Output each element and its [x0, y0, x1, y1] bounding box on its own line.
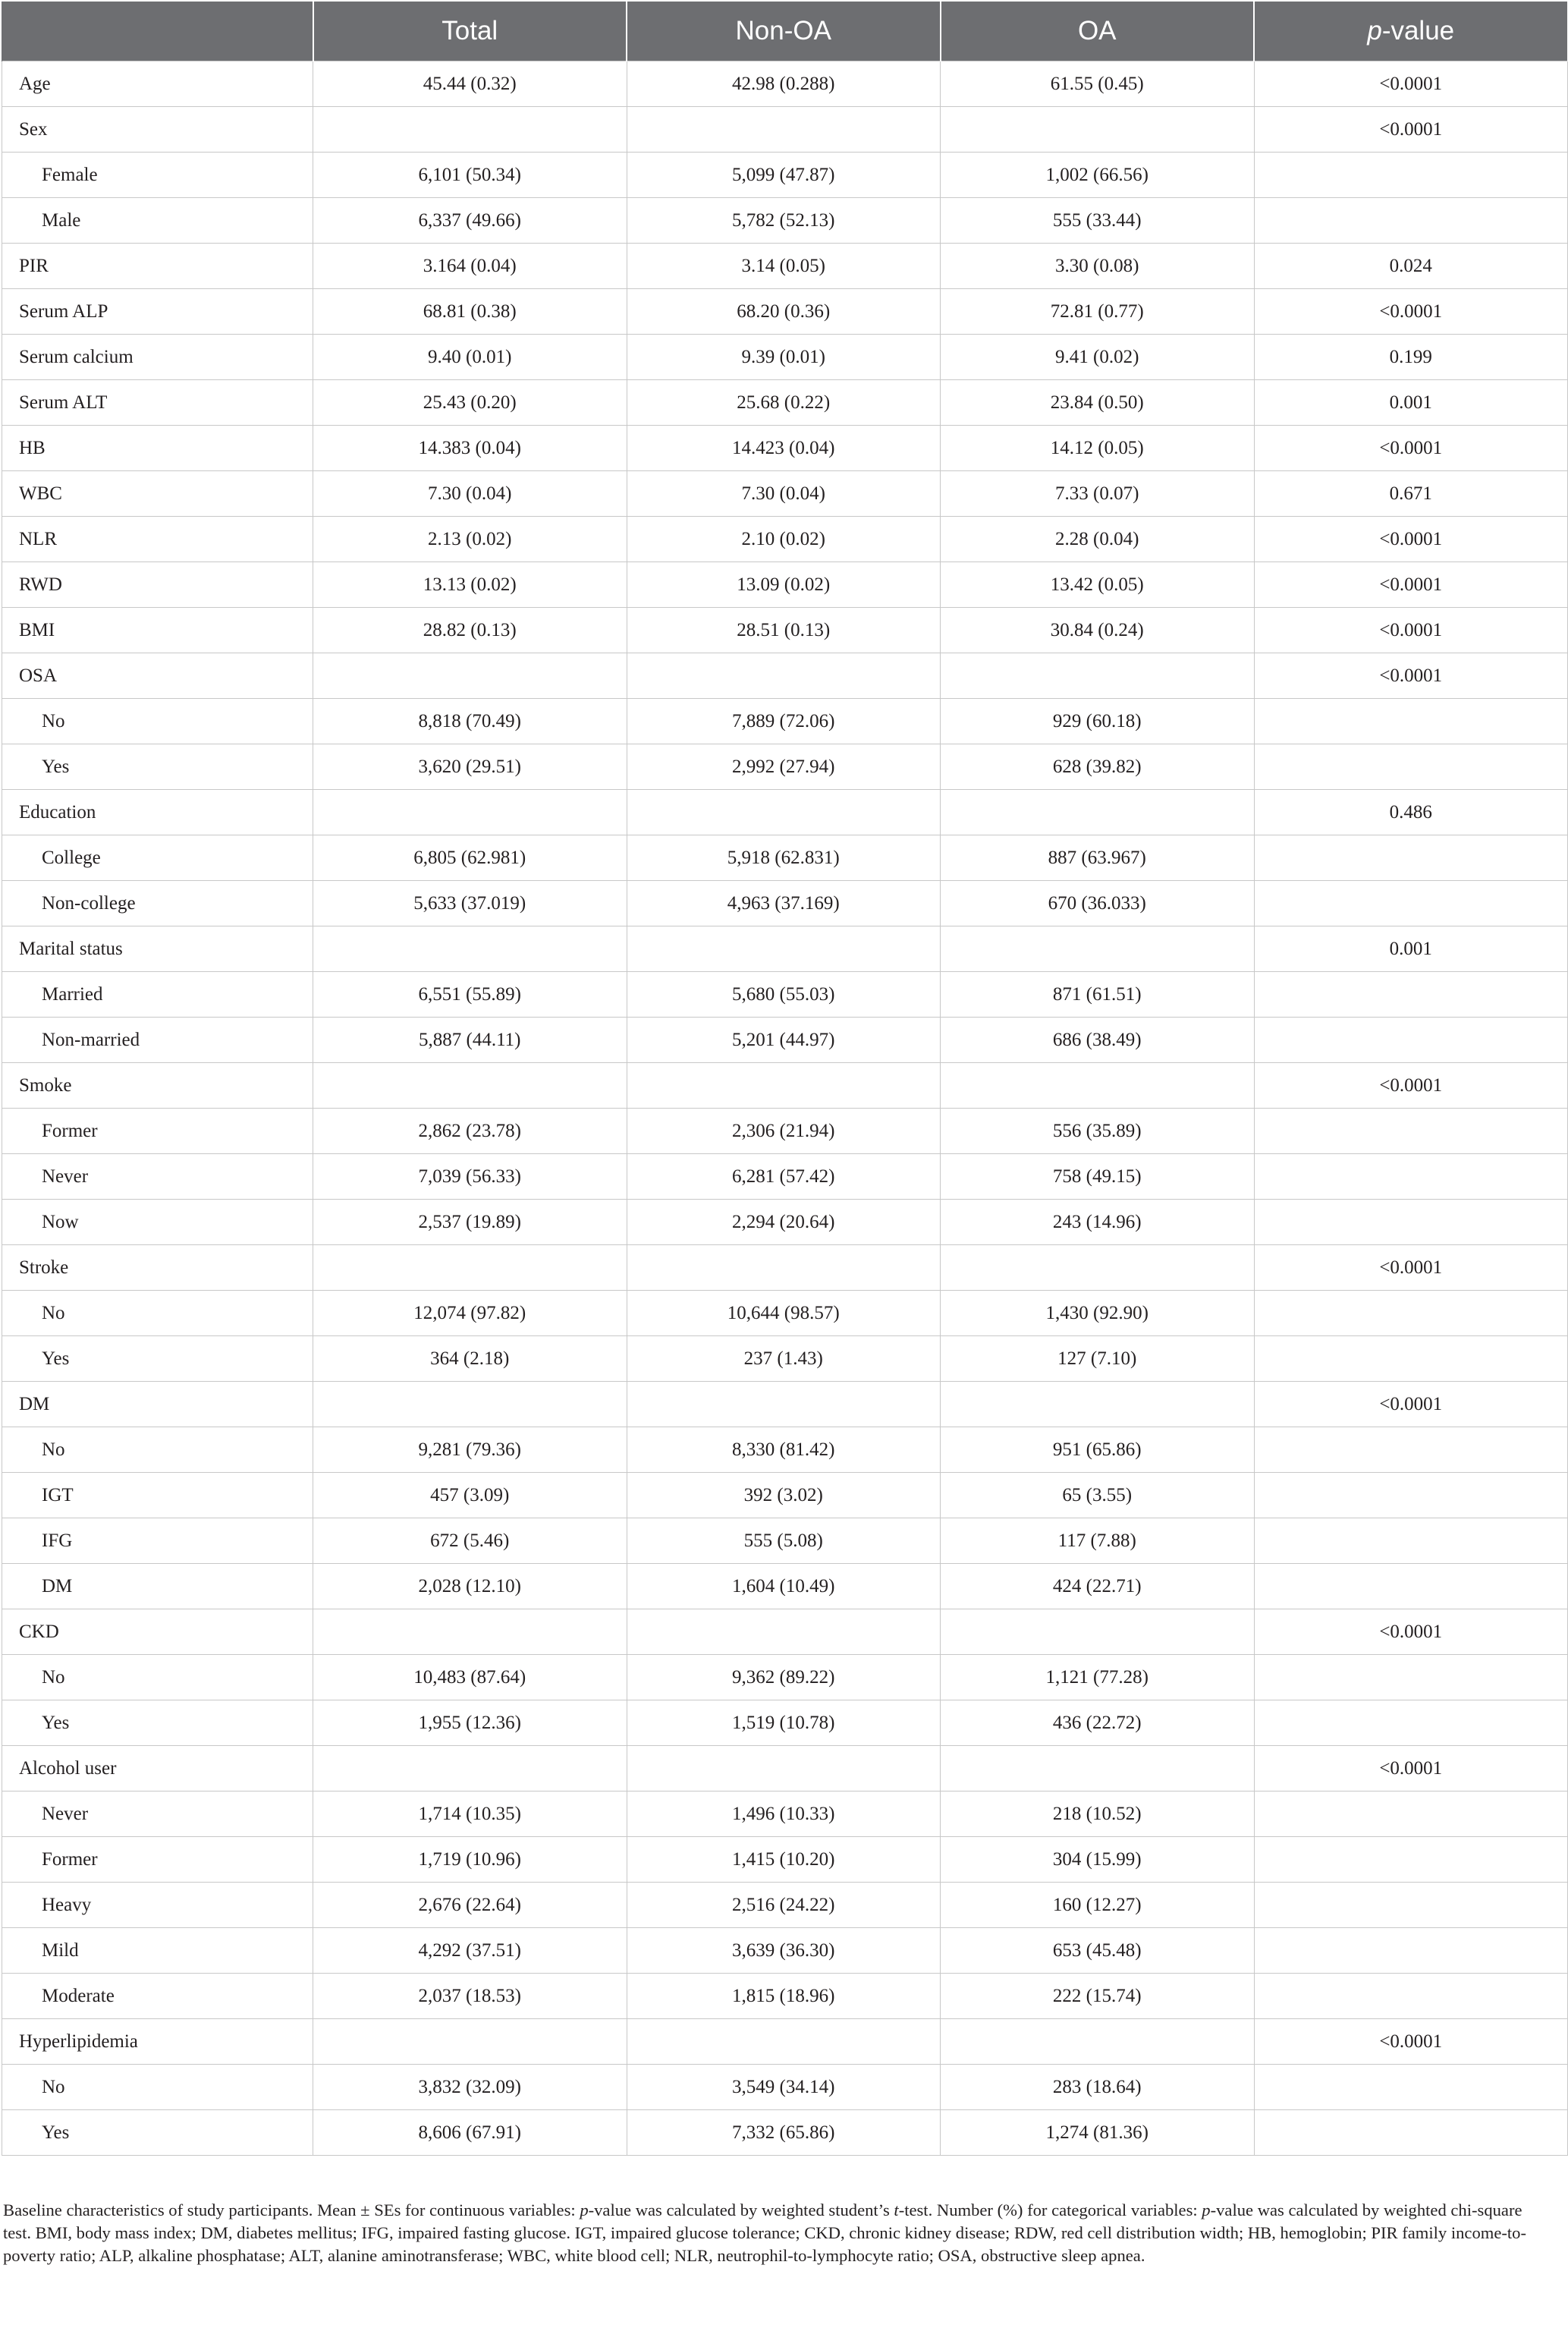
cell-oa [941, 107, 1255, 153]
cell-non-oa: 8,330 (81.42) [627, 1427, 941, 1473]
cell-oa: 871 (61.51) [941, 972, 1255, 1018]
table-row [2, 1245, 1568, 1291]
cell-total: 1,955 (12.36) [313, 1700, 627, 1746]
cell-p-value: <0.0001 [1254, 1245, 1568, 1291]
cell-non-oa: 5,201 (44.97) [627, 1018, 941, 1063]
cell-total [313, 926, 627, 972]
header-oa: OA [941, 2, 1255, 61]
cell-p-value [1254, 881, 1568, 926]
row-label: Smoke [2, 1063, 313, 1109]
cell-p-value [1254, 1473, 1568, 1518]
cell-non-oa [627, 790, 941, 835]
cell-oa: 243 (14.96) [941, 1200, 1255, 1245]
row-label: Female [2, 153, 313, 198]
row-label: IGT [2, 1473, 313, 1518]
cell-total: 2,676 (22.64) [313, 1883, 627, 1928]
table-body [2, 61, 1568, 2156]
cell-p-value [1254, 1564, 1568, 1609]
cell-p-value [1254, 1109, 1568, 1154]
cell-total: 9.40 (0.01) [313, 335, 627, 380]
row-label: Non-college [2, 881, 313, 926]
cell-non-oa: 5,099 (47.87) [627, 153, 941, 198]
table-row [2, 517, 1568, 562]
cell-oa: 222 (15.74) [941, 1974, 1255, 2019]
cell-oa: 1,274 (81.36) [941, 2110, 1255, 2156]
table-header [2, 2, 1568, 61]
cell-oa: 951 (65.86) [941, 1427, 1255, 1473]
cell-oa: 929 (60.18) [941, 699, 1255, 744]
cell-total: 6,805 (62.981) [313, 835, 627, 881]
cell-p-value [1254, 1200, 1568, 1245]
table-subrow [2, 1109, 1568, 1154]
cell-total: 8,818 (70.49) [313, 699, 627, 744]
cell-p-value: <0.0001 [1254, 653, 1568, 699]
baseline-table [2, 2, 1568, 2156]
row-label: Moderate [2, 1974, 313, 2019]
cell-total: 45.44 (0.32) [313, 61, 627, 107]
table-subrow [2, 1336, 1568, 1382]
cell-total: 6,337 (49.66) [313, 198, 627, 244]
cell-total: 12,074 (97.82) [313, 1291, 627, 1336]
cell-non-oa: 25.68 (0.22) [627, 380, 941, 426]
table-row [2, 653, 1568, 699]
cell-p-value: <0.0001 [1254, 1609, 1568, 1655]
cell-oa [941, 1245, 1255, 1291]
cell-non-oa: 2,306 (21.94) [627, 1109, 941, 1154]
table-subrow [2, 2110, 1568, 2156]
table-row [2, 61, 1568, 107]
table-subrow [2, 1792, 1568, 1837]
table-row [2, 244, 1568, 289]
cell-p-value: <0.0001 [1254, 1382, 1568, 1427]
cell-total [313, 1245, 627, 1291]
cell-p-value: <0.0001 [1254, 289, 1568, 335]
cell-p-value: <0.0001 [1254, 107, 1568, 153]
table-subrow [2, 1427, 1568, 1473]
cell-total: 10,483 (87.64) [313, 1655, 627, 1700]
cell-oa [941, 790, 1255, 835]
cell-non-oa: 1,604 (10.49) [627, 1564, 941, 1609]
cell-non-oa: 5,680 (55.03) [627, 972, 941, 1018]
cell-non-oa: 5,918 (62.831) [627, 835, 941, 881]
cell-non-oa [627, 1245, 941, 1291]
header-total: Total [313, 2, 627, 61]
cell-oa: 61.55 (0.45) [941, 61, 1255, 107]
cell-p-value [1254, 2110, 1568, 2156]
row-label: IFG [2, 1518, 313, 1564]
cell-total: 364 (2.18) [313, 1336, 627, 1382]
row-label: WBC [2, 471, 313, 517]
cell-total: 1,714 (10.35) [313, 1792, 627, 1837]
cell-total: 14.383 (0.04) [313, 426, 627, 471]
table-row [2, 562, 1568, 608]
footnote-text: -test. Number (%) for categorical variables: [898, 2200, 1202, 2219]
cell-p-value: <0.0001 [1254, 517, 1568, 562]
cell-p-value: <0.0001 [1254, 1063, 1568, 1109]
row-label: NLR [2, 517, 313, 562]
cell-oa [941, 1746, 1255, 1792]
cell-total: 68.81 (0.38) [313, 289, 627, 335]
cell-oa: 30.84 (0.24) [941, 608, 1255, 653]
cell-total: 3.164 (0.04) [313, 244, 627, 289]
row-label: CKD [2, 1609, 313, 1655]
cell-total: 6,101 (50.34) [313, 153, 627, 198]
table-row [2, 2019, 1568, 2065]
cell-p-value [1254, 1700, 1568, 1746]
row-label: No [2, 2065, 313, 2110]
cell-total: 13.13 (0.02) [313, 562, 627, 608]
table-subrow [2, 699, 1568, 744]
row-label: Alcohol user [2, 1746, 313, 1792]
table-subrow [2, 1200, 1568, 1245]
cell-oa: 65 (3.55) [941, 1473, 1255, 1518]
table-row [2, 1609, 1568, 1655]
cell-non-oa: 14.423 (0.04) [627, 426, 941, 471]
cell-total: 2,037 (18.53) [313, 1974, 627, 2019]
cell-non-oa: 3,639 (36.30) [627, 1928, 941, 1974]
cell-p-value [1254, 1154, 1568, 1200]
cell-p-value [1254, 1928, 1568, 1974]
table-subrow [2, 1837, 1568, 1883]
row-label: Heavy [2, 1883, 313, 1928]
cell-p-value: 0.001 [1254, 380, 1568, 426]
cell-non-oa [627, 1063, 941, 1109]
row-label: No [2, 1291, 313, 1336]
cell-total [313, 1609, 627, 1655]
table-subrow [2, 744, 1568, 790]
cell-oa [941, 1382, 1255, 1427]
cell-oa: 887 (63.967) [941, 835, 1255, 881]
cell-non-oa: 1,415 (10.20) [627, 1837, 941, 1883]
cell-oa: 758 (49.15) [941, 1154, 1255, 1200]
cell-non-oa: 1,496 (10.33) [627, 1792, 941, 1837]
row-label: Marital status [2, 926, 313, 972]
table-subrow [2, 835, 1568, 881]
cell-p-value: 0.671 [1254, 471, 1568, 517]
header-variable [2, 2, 313, 61]
cell-total: 4,292 (37.51) [313, 1928, 627, 1974]
cell-p-value [1254, 1427, 1568, 1473]
cell-oa [941, 653, 1255, 699]
table-subrow [2, 1154, 1568, 1200]
cell-oa: 1,002 (66.56) [941, 153, 1255, 198]
footnote-text: p [580, 2200, 589, 2219]
cell-total: 1,719 (10.96) [313, 1837, 627, 1883]
cell-non-oa [627, 107, 941, 153]
cell-oa: 7.33 (0.07) [941, 471, 1255, 517]
cell-non-oa: 9.39 (0.01) [627, 335, 941, 380]
cell-oa: 628 (39.82) [941, 744, 1255, 790]
cell-oa [941, 926, 1255, 972]
row-label: Never [2, 1154, 313, 1200]
header-non-oa: Non-OA [627, 2, 941, 61]
row-label: Serum ALP [2, 289, 313, 335]
cell-total [313, 1382, 627, 1427]
row-label: Non-married [2, 1018, 313, 1063]
row-label: RWD [2, 562, 313, 608]
cell-oa: 556 (35.89) [941, 1109, 1255, 1154]
table-row [2, 426, 1568, 471]
header-p-value [1254, 2, 1568, 61]
row-label: Yes [2, 1700, 313, 1746]
row-label: DM [2, 1564, 313, 1609]
cell-total: 457 (3.09) [313, 1473, 627, 1518]
cell-p-value [1254, 1291, 1568, 1336]
table-row [2, 608, 1568, 653]
cell-p-value [1254, 1792, 1568, 1837]
row-label: Serum calcium [2, 335, 313, 380]
cell-total: 9,281 (79.36) [313, 1427, 627, 1473]
cell-non-oa [627, 1609, 941, 1655]
table-subrow [2, 881, 1568, 926]
cell-total: 25.43 (0.20) [313, 380, 627, 426]
cell-oa: 1,121 (77.28) [941, 1655, 1255, 1700]
cell-oa: 218 (10.52) [941, 1792, 1255, 1837]
row-label: Yes [2, 744, 313, 790]
cell-total: 8,606 (67.91) [313, 2110, 627, 2156]
cell-non-oa: 42.98 (0.288) [627, 61, 941, 107]
table-row [2, 926, 1568, 972]
table-row [2, 289, 1568, 335]
cell-oa: 436 (22.72) [941, 1700, 1255, 1746]
cell-p-value [1254, 744, 1568, 790]
table-row [2, 335, 1568, 380]
table-row [2, 107, 1568, 153]
cell-oa: 13.42 (0.05) [941, 562, 1255, 608]
cell-p-value: <0.0001 [1254, 608, 1568, 653]
cell-total: 2,862 (23.78) [313, 1109, 627, 1154]
table-subrow [2, 1655, 1568, 1700]
cell-total [313, 107, 627, 153]
cell-oa: 160 (12.27) [941, 1883, 1255, 1928]
footnote-text: t [894, 2200, 899, 2219]
cell-oa [941, 2019, 1255, 2065]
cell-non-oa: 6,281 (57.42) [627, 1154, 941, 1200]
cell-non-oa [627, 1746, 941, 1792]
cell-total: 28.82 (0.13) [313, 608, 627, 653]
footnote-text: Baseline characteristics of study participants. Mean ± SEs for continuous variables: [3, 2200, 580, 2219]
cell-p-value: <0.0001 [1254, 1746, 1568, 1792]
row-label: Hyperlipidemia [2, 2019, 313, 2065]
row-label: Former [2, 1109, 313, 1154]
cell-non-oa: 10,644 (98.57) [627, 1291, 941, 1336]
row-label: Education [2, 790, 313, 835]
cell-oa: 127 (7.10) [941, 1336, 1255, 1382]
cell-oa: 653 (45.48) [941, 1928, 1255, 1974]
table-row [2, 1063, 1568, 1109]
row-label: Male [2, 198, 313, 244]
cell-non-oa: 7,332 (65.86) [627, 2110, 941, 2156]
row-label: Serum ALT [2, 380, 313, 426]
table-row [2, 380, 1568, 426]
row-label: OSA [2, 653, 313, 699]
cell-total [313, 1746, 627, 1792]
cell-total [313, 790, 627, 835]
table-subrow [2, 2065, 1568, 2110]
row-label: PIR [2, 244, 313, 289]
cell-oa: 686 (38.49) [941, 1018, 1255, 1063]
cell-non-oa: 5,782 (52.13) [627, 198, 941, 244]
cell-p-value [1254, 1518, 1568, 1564]
cell-non-oa: 555 (5.08) [627, 1518, 941, 1564]
cell-non-oa: 7.30 (0.04) [627, 471, 941, 517]
row-label: No [2, 1655, 313, 1700]
table-subrow [2, 1564, 1568, 1609]
cell-non-oa: 4,963 (37.169) [627, 881, 941, 926]
cell-non-oa: 392 (3.02) [627, 1473, 941, 1518]
row-label: Mild [2, 1928, 313, 1974]
cell-p-value: <0.0001 [1254, 562, 1568, 608]
cell-non-oa [627, 926, 941, 972]
row-label: No [2, 1427, 313, 1473]
table-subrow [2, 1018, 1568, 1063]
cell-p-value [1254, 1655, 1568, 1700]
cell-oa: 23.84 (0.50) [941, 380, 1255, 426]
row-label: Sex [2, 107, 313, 153]
cell-total: 672 (5.46) [313, 1518, 627, 1564]
table-subrow [2, 1883, 1568, 1928]
cell-non-oa: 237 (1.43) [627, 1336, 941, 1382]
row-label: Now [2, 1200, 313, 1245]
cell-oa: 555 (33.44) [941, 198, 1255, 244]
cell-total: 7.30 (0.04) [313, 471, 627, 517]
cell-total [313, 1063, 627, 1109]
table-subrow [2, 972, 1568, 1018]
cell-non-oa: 2,294 (20.64) [627, 1200, 941, 1245]
header-row [2, 2, 1568, 61]
table-footnote [3, 2199, 1551, 2267]
cell-p-value [1254, 198, 1568, 244]
row-label: Former [2, 1837, 313, 1883]
cell-oa [941, 1609, 1255, 1655]
cell-non-oa: 1,519 (10.78) [627, 1700, 941, 1746]
cell-total: 5,633 (37.019) [313, 881, 627, 926]
cell-p-value: <0.0001 [1254, 61, 1568, 107]
cell-total: 2.13 (0.02) [313, 517, 627, 562]
table-row [2, 790, 1568, 835]
row-label: Age [2, 61, 313, 107]
cell-oa: 424 (22.71) [941, 1564, 1255, 1609]
cell-total: 2,028 (12.10) [313, 1564, 627, 1609]
cell-total: 5,887 (44.11) [313, 1018, 627, 1063]
cell-p-value: <0.0001 [1254, 426, 1568, 471]
row-label: College [2, 835, 313, 881]
cell-p-value [1254, 835, 1568, 881]
footnote-text: p [1202, 2200, 1211, 2219]
cell-p-value [1254, 699, 1568, 744]
table-row [2, 1746, 1568, 1792]
cell-oa: 9.41 (0.02) [941, 335, 1255, 380]
cell-oa: 2.28 (0.04) [941, 517, 1255, 562]
cell-non-oa: 2.10 (0.02) [627, 517, 941, 562]
cell-p-value [1254, 1837, 1568, 1883]
table-subrow [2, 1928, 1568, 1974]
table-row [2, 471, 1568, 517]
row-label: Stroke [2, 1245, 313, 1291]
cell-total: 6,551 (55.89) [313, 972, 627, 1018]
row-label: Yes [2, 1336, 313, 1382]
row-label: Married [2, 972, 313, 1018]
row-label: Never [2, 1792, 313, 1837]
cell-p-value [1254, 153, 1568, 198]
row-label: Yes [2, 2110, 313, 2156]
cell-oa: 670 (36.033) [941, 881, 1255, 926]
cell-oa: 304 (15.99) [941, 1837, 1255, 1883]
cell-p-value: 0.024 [1254, 244, 1568, 289]
cell-oa: 283 (18.64) [941, 2065, 1255, 2110]
cell-non-oa: 7,889 (72.06) [627, 699, 941, 744]
cell-oa [941, 1063, 1255, 1109]
row-label: BMI [2, 608, 313, 653]
table-subrow [2, 1700, 1568, 1746]
cell-p-value: 0.001 [1254, 926, 1568, 972]
table-subrow [2, 153, 1568, 198]
cell-oa: 72.81 (0.77) [941, 289, 1255, 335]
footnote-text: -value was calculated by weighted student’s [588, 2200, 894, 2219]
cell-oa: 3.30 (0.08) [941, 244, 1255, 289]
footnote-text: -value was calculated by weighted chi-square test. BMI, body mass index; DM, diabetes mellitus; IFG, impaired fasting glucose. IGT, impaired glucose tolerance; CKD, chronic kidney disease; RDW, red cell distribution width; HB, hemoglobin; PIR family income-to-poverty ratio; ALP, alkaline phosphatase; ALT, alanine aminotransferase; WBC, white blood cell; NLR, neutrophil-to-lymphocyte ratio; OSA, obstructive sleep apnea. [3, 2200, 1526, 2265]
cell-non-oa [627, 2019, 941, 2065]
row-label: No [2, 699, 313, 744]
cell-total: 3,620 (29.51) [313, 744, 627, 790]
table-subrow [2, 1518, 1568, 1564]
table-subrow [2, 198, 1568, 244]
row-label: DM [2, 1382, 313, 1427]
cell-total: 7,039 (56.33) [313, 1154, 627, 1200]
row-label: HB [2, 426, 313, 471]
cell-oa: 1,430 (92.90) [941, 1291, 1255, 1336]
cell-p-value [1254, 972, 1568, 1018]
cell-non-oa: 2,992 (27.94) [627, 744, 941, 790]
cell-non-oa: 9,362 (89.22) [627, 1655, 941, 1700]
cell-non-oa [627, 1382, 941, 1427]
cell-p-value: 0.486 [1254, 790, 1568, 835]
cell-non-oa: 13.09 (0.02) [627, 562, 941, 608]
table-subrow [2, 1974, 1568, 2019]
header-p-italic: p [1367, 16, 1382, 46]
table-subrow [2, 1291, 1568, 1336]
cell-total: 3,832 (32.09) [313, 2065, 627, 2110]
table-subrow [2, 1473, 1568, 1518]
cell-non-oa: 3.14 (0.05) [627, 244, 941, 289]
cell-non-oa: 28.51 (0.13) [627, 608, 941, 653]
cell-p-value [1254, 2065, 1568, 2110]
cell-total [313, 2019, 627, 2065]
cell-p-value: <0.0001 [1254, 2019, 1568, 2065]
cell-p-value: 0.199 [1254, 335, 1568, 380]
cell-oa: 117 (7.88) [941, 1518, 1255, 1564]
cell-oa: 14.12 (0.05) [941, 426, 1255, 471]
cell-non-oa: 2,516 (24.22) [627, 1883, 941, 1928]
cell-p-value [1254, 1883, 1568, 1928]
cell-p-value [1254, 1974, 1568, 2019]
cell-non-oa: 68.20 (0.36) [627, 289, 941, 335]
header-p-suffix: -value [1381, 16, 1455, 46]
cell-total: 2,537 (19.89) [313, 1200, 627, 1245]
cell-total [313, 653, 627, 699]
table-row [2, 1382, 1568, 1427]
cell-non-oa: 3,549 (34.14) [627, 2065, 941, 2110]
cell-p-value [1254, 1336, 1568, 1382]
cell-p-value [1254, 1018, 1568, 1063]
cell-non-oa: 1,815 (18.96) [627, 1974, 941, 2019]
cell-non-oa [627, 653, 941, 699]
